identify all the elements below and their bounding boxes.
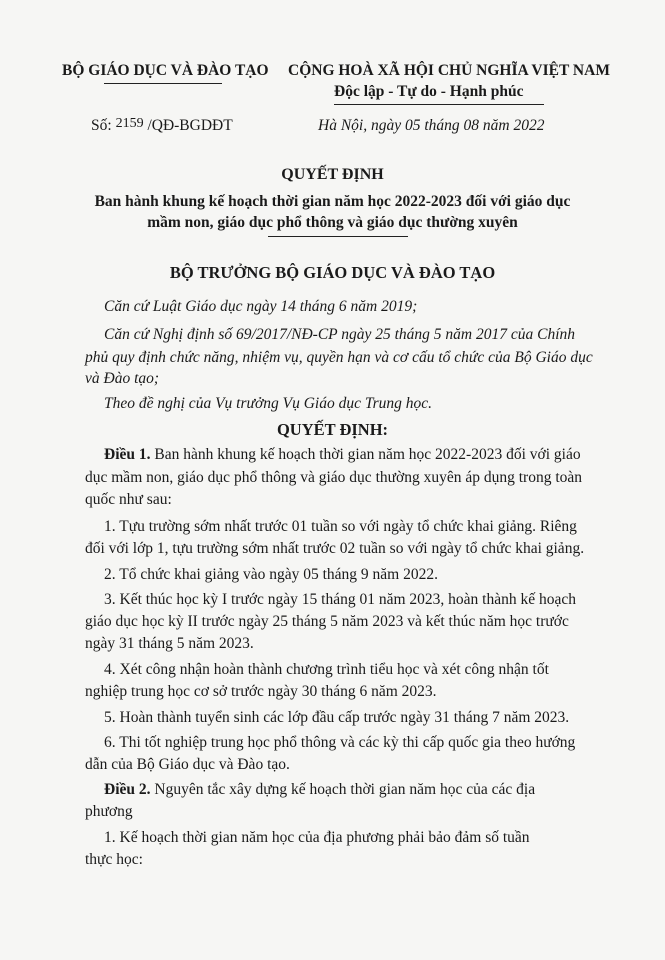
preamble-line: Căn cứ Luật Giáo dục ngày 14 tháng 6 năm 2019; — [104, 298, 418, 315]
item-line: 6. Thi tốt nghiệp trung học phổ thông và các kỳ thi cấp quốc gia theo hướng — [104, 734, 576, 751]
decision-subtitle-line1: Ban hành khung kế hoạch thời gian năm học 2022-2023 đối với giáo dục — [94, 193, 571, 210]
article1-label: Điều 1. — [104, 446, 151, 463]
motto-underline — [334, 104, 544, 105]
article2-label: Điều 2. — [104, 781, 151, 798]
docno-number: 2159 — [115, 116, 144, 131]
item-line: ngày 31 tháng 5 năm 2023. — [85, 635, 254, 652]
minister-heading: BỘ TRƯỞNG BỘ GIÁO DỤC VÀ ĐÀO TẠO — [169, 263, 496, 282]
item-line: giáo dục học kỳ II trước ngày 25 tháng 5 năm 2023 và kết thúc năm học trước — [85, 613, 569, 630]
article2-text: Nguyên tắc xây dựng kế hoạch thời gian năm học của các địa — [150, 781, 536, 798]
ministry-name: BỘ GIÁO DỤC VÀ ĐÀO TẠO — [62, 62, 269, 79]
item-line: 4. Xét công nhận hoàn thành chương trình tiểu học và xét công nhận tốt — [104, 661, 549, 678]
decision-subtitle-line2: mầm non, giáo dục phổ thông và giáo dục thường xuyên — [147, 214, 518, 231]
article1-line1 — [104, 446, 581, 464]
article2-item1-line1: 1. Kế hoạch thời gian năm học của địa phương phải bảo đảm số tuần — [104, 829, 530, 846]
item-line: 1. Tựu trường sớm nhất trước 01 tuần so với ngày tổ chức khai giảng. Riêng — [104, 518, 577, 535]
item-line: dẫn của Bộ Giáo dục và Đào tạo. — [85, 756, 290, 773]
article2-item1-line2: thực học: — [85, 851, 143, 868]
decides-heading: QUYẾT ĐỊNH: — [276, 420, 389, 439]
national-motto: Độc lập - Tự do - Hạnh phúc — [334, 83, 524, 100]
preamble-line: phủ quy định chức năng, nhiệm vụ, quyền hạn và cơ cấu tổ chức của Bộ Giáo dục — [85, 349, 593, 366]
preamble-line: Căn cứ Nghị định số 69/2017/NĐ-CP ngày 25 tháng 5 năm 2017 của Chính — [104, 326, 576, 343]
item-line: nghiệp trung học cơ sở trước ngày 30 tháng 6 năm 2023. — [85, 683, 437, 700]
item-line: đối với lớp 1, tựu trường sớm nhất trước 02 tuần so với ngày tổ chức khai giảng. — [85, 540, 585, 557]
article2-line2: phương — [85, 803, 133, 820]
article2-line1 — [104, 781, 535, 799]
preamble-line: và Đào tạo; — [85, 370, 160, 387]
decision-title: QUYẾT ĐỊNH — [281, 166, 384, 183]
title-underline — [268, 236, 408, 237]
article1-text: Ban hành khung kế hoạch thời gian năm học 2022-2023 đối với giáo — [150, 446, 581, 463]
item-line: 3. Kết thúc học kỳ I trước ngày 15 tháng 01 năm 2023, hoàn thành kế hoạch — [104, 591, 577, 608]
document-number — [91, 117, 233, 135]
item-line: 5. Hoàn thành tuyển sinh các lớp đầu cấp trước ngày 31 tháng 7 năm 2023. — [104, 709, 570, 726]
ministry-underline — [104, 83, 222, 84]
dateline: Hà Nội, ngày 05 tháng 08 năm 2022 — [318, 117, 545, 134]
preamble-line: Theo đề nghị của Vụ trưởng Vụ Giáo dục Trung học. — [104, 395, 432, 412]
docno-suffix: /QĐ-BGDĐT — [147, 117, 233, 134]
docno-prefix: Số: — [91, 117, 112, 134]
article1-line2: dục mầm non, giáo dục phổ thông và giáo dục thường xuyên áp dụng trong toàn — [85, 469, 583, 486]
item-line: 2. Tổ chức khai giảng vào ngày 05 tháng 9 năm 2022. — [104, 566, 438, 583]
article1-line3: quốc như sau: — [85, 491, 172, 508]
republic-name: CỘNG HOÀ XÃ HỘI CHỦ NGHĨA VIỆT NAM — [288, 62, 610, 79]
